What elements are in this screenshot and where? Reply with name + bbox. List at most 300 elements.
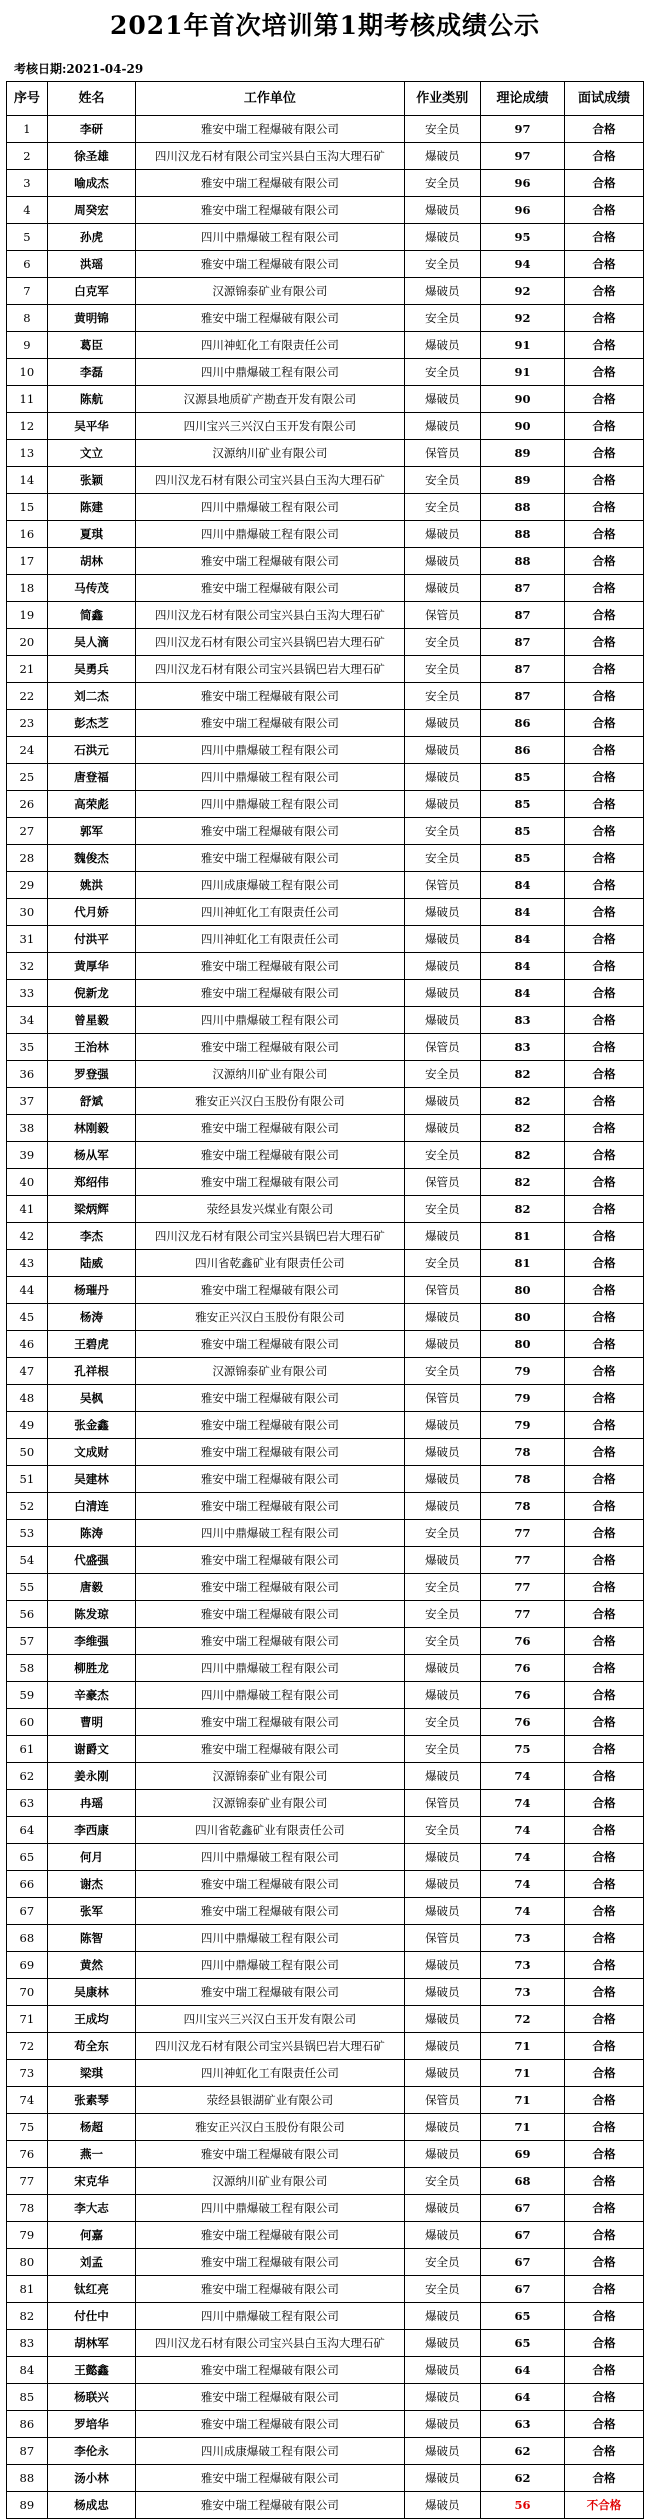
cell-score: 78: [481, 1439, 565, 1466]
cell-job: 安全员: [404, 1142, 481, 1169]
cell-unit: 汉源纳川矿业有限公司: [136, 1061, 404, 1088]
table-row: [7, 440, 644, 467]
cell-seq: 1: [7, 116, 48, 143]
cell-seq: 72: [7, 2033, 48, 2060]
table-row: [7, 2357, 644, 2384]
table-row: [7, 2087, 644, 2114]
cell-job: 爆破员: [404, 521, 481, 548]
table-row: [7, 1061, 644, 1088]
cell-unit: 四川宝兴三兴汉白玉开发有限公司: [136, 2006, 404, 2033]
cell-name: 李西康: [47, 1817, 136, 1844]
cell-name: 彭杰芝: [47, 710, 136, 737]
cell-score: 79: [481, 1385, 565, 1412]
cell-name: 曹明: [47, 1709, 136, 1736]
table-row: [7, 1385, 644, 1412]
table-row: [7, 2465, 644, 2492]
cell-name: 马传茂: [47, 575, 136, 602]
cell-seq: 80: [7, 2249, 48, 2276]
cell-score: 84: [481, 926, 565, 953]
cell-unit: 雅安中瑞工程爆破有限公司: [136, 1736, 404, 1763]
cell-seq: 89: [7, 2492, 48, 2519]
cell-unit: 四川中鼎爆破工程有限公司: [136, 2195, 404, 2222]
cell-interview: 合格: [564, 2249, 643, 2276]
table-row: [7, 791, 644, 818]
cell-interview: 合格: [564, 1088, 643, 1115]
cell-unit: 四川神虹化工有限责任公司: [136, 899, 404, 926]
cell-job: 爆破员: [404, 1304, 481, 1331]
cell-job: 安全员: [404, 683, 481, 710]
cell-seq: 27: [7, 818, 48, 845]
cell-unit: 四川汉龙石材有限公司宝兴县白玉沟大理石矿: [136, 143, 404, 170]
cell-interview: 不合格: [564, 2492, 643, 2519]
cell-seq: 73: [7, 2060, 48, 2087]
cell-interview: 合格: [564, 629, 643, 656]
table-row: [7, 1304, 644, 1331]
cell-job: 安全员: [404, 1628, 481, 1655]
cell-job: 爆破员: [404, 1223, 481, 1250]
cell-interview: 合格: [564, 1169, 643, 1196]
cell-score: 90: [481, 413, 565, 440]
cell-interview: 合格: [564, 1061, 643, 1088]
cell-job: 爆破员: [404, 548, 481, 575]
table-row: [7, 143, 644, 170]
cell-seq: 81: [7, 2276, 48, 2303]
cell-unit: 四川汉龙石材有限公司宝兴县白玉沟大理石矿: [136, 602, 404, 629]
cell-unit: 四川省乾鑫矿业有限责任公司: [136, 1250, 404, 1277]
table-row: [7, 1871, 644, 1898]
cell-score: 68: [481, 2168, 565, 2195]
cell-seq: 20: [7, 629, 48, 656]
cell-unit: 四川中鼎爆破工程有限公司: [136, 521, 404, 548]
cell-name: 梁琪: [47, 2060, 136, 2087]
cell-name: 简鑫: [47, 602, 136, 629]
cell-interview: 合格: [564, 548, 643, 575]
cell-seq: 86: [7, 2411, 48, 2438]
cell-seq: 60: [7, 1709, 48, 1736]
cell-score: 85: [481, 791, 565, 818]
cell-score: 74: [481, 1817, 565, 1844]
cell-name: 魏俊杰: [47, 845, 136, 872]
cell-score: 77: [481, 1574, 565, 1601]
cell-seq: 61: [7, 1736, 48, 1763]
cell-interview: 合格: [564, 1034, 643, 1061]
cell-name: 李杰: [47, 1223, 136, 1250]
cell-score: 74: [481, 1763, 565, 1790]
cell-score: 73: [481, 1952, 565, 1979]
cell-job: 保管员: [404, 602, 481, 629]
cell-score: 86: [481, 710, 565, 737]
cell-name: 辛豪杰: [47, 1682, 136, 1709]
cell-job: 安全员: [404, 251, 481, 278]
cell-interview: 合格: [564, 602, 643, 629]
cell-seq: 39: [7, 1142, 48, 1169]
table-row: [7, 2168, 644, 2195]
cell-job: 爆破员: [404, 1844, 481, 1871]
cell-score: 83: [481, 1007, 565, 1034]
cell-job: 爆破员: [404, 2438, 481, 2465]
cell-score: 78: [481, 1493, 565, 1520]
cell-name: 杨从军: [47, 1142, 136, 1169]
cell-score: 80: [481, 1277, 565, 1304]
cell-seq: 5: [7, 224, 48, 251]
cell-job: 保管员: [404, 2087, 481, 2114]
cell-interview: 合格: [564, 1196, 643, 1223]
cell-score: 64: [481, 2384, 565, 2411]
cell-job: 保管员: [404, 1790, 481, 1817]
cell-unit: 四川神虹化工有限责任公司: [136, 2060, 404, 2087]
table-row: [7, 413, 644, 440]
table-row: [7, 737, 644, 764]
table-row: [7, 332, 644, 359]
cell-job: 爆破员: [404, 2033, 481, 2060]
table-row: [7, 2222, 644, 2249]
cell-unit: 雅安中瑞工程爆破有限公司: [136, 953, 404, 980]
cell-interview: 合格: [564, 1628, 643, 1655]
cell-interview: 合格: [564, 359, 643, 386]
cell-interview: 合格: [564, 2411, 643, 2438]
cell-unit: 雅安中瑞工程爆破有限公司: [136, 1385, 404, 1412]
cell-seq: 57: [7, 1628, 48, 1655]
cell-score: 74: [481, 1871, 565, 1898]
table-row: [7, 818, 644, 845]
cell-unit: 四川中鼎爆破工程有限公司: [136, 1952, 404, 1979]
cell-job: 保管员: [404, 1034, 481, 1061]
cell-score: 77: [481, 1547, 565, 1574]
cell-score: 65: [481, 2330, 565, 2357]
cell-unit: 雅安中瑞工程爆破有限公司: [136, 197, 404, 224]
cell-interview: 合格: [564, 143, 643, 170]
cell-job: 爆破员: [404, 737, 481, 764]
cell-seq: 16: [7, 521, 48, 548]
cell-unit: 雅安中瑞工程爆破有限公司: [136, 1493, 404, 1520]
table-row: [7, 1493, 644, 1520]
cell-seq: 42: [7, 1223, 48, 1250]
cell-seq: 87: [7, 2438, 48, 2465]
cell-name: 王成均: [47, 2006, 136, 2033]
cell-interview: 合格: [564, 2384, 643, 2411]
cell-unit: 雅安中瑞工程爆破有限公司: [136, 1034, 404, 1061]
cell-score: 82: [481, 1061, 565, 1088]
cell-seq: 78: [7, 2195, 48, 2222]
cell-seq: 63: [7, 1790, 48, 1817]
cell-seq: 65: [7, 1844, 48, 1871]
cell-unit: 雅安中瑞工程爆破有限公司: [136, 683, 404, 710]
cell-interview: 合格: [564, 1817, 643, 1844]
cell-score: 74: [481, 1898, 565, 1925]
cell-unit: 汉源县地质矿产勘查开发有限公司: [136, 386, 404, 413]
cell-interview: 合格: [564, 1277, 643, 1304]
cell-job: 爆破员: [404, 2357, 481, 2384]
cell-seq: 82: [7, 2303, 48, 2330]
table-row: [7, 251, 644, 278]
cell-unit: 四川神虹化工有限责任公司: [136, 926, 404, 953]
table-row: [7, 2438, 644, 2465]
cell-unit: 四川中鼎爆破工程有限公司: [136, 764, 404, 791]
cell-score: 71: [481, 2060, 565, 2087]
page-title: 2021年首次培训第1期考核成绩公示: [110, 11, 540, 40]
cell-unit: 雅安中瑞工程爆破有限公司: [136, 980, 404, 1007]
cell-interview: 合格: [564, 980, 643, 1007]
cell-name: 刘孟: [47, 2249, 136, 2276]
cell-seq: 52: [7, 1493, 48, 1520]
cell-interview: 合格: [564, 872, 643, 899]
table-row: [7, 2249, 644, 2276]
cell-interview: 合格: [564, 1358, 643, 1385]
cell-job: 爆破员: [404, 1682, 481, 1709]
cell-interview: 合格: [564, 2276, 643, 2303]
table-row: [7, 1655, 644, 1682]
table-row: [7, 1412, 644, 1439]
cell-seq: 7: [7, 278, 48, 305]
cell-score: 97: [481, 143, 565, 170]
cell-score: 67: [481, 2249, 565, 2276]
cell-unit: 雅安中瑞工程爆破有限公司: [136, 1709, 404, 1736]
cell-interview: 合格: [564, 1898, 643, 1925]
cell-name: 苟全东: [47, 2033, 136, 2060]
table-row: [7, 1250, 644, 1277]
table-row: [7, 2303, 644, 2330]
cell-job: 爆破员: [404, 926, 481, 953]
col-header-unit: 工作单位: [136, 82, 404, 116]
cell-unit: 雅安中瑞工程爆破有限公司: [136, 1466, 404, 1493]
cell-job: 安全员: [404, 1520, 481, 1547]
cell-name: 吴康林: [47, 1979, 136, 2006]
cell-interview: 合格: [564, 710, 643, 737]
cell-job: 爆破员: [404, 710, 481, 737]
table-row: [7, 197, 644, 224]
cell-score: 76: [481, 1628, 565, 1655]
cell-score: 90: [481, 386, 565, 413]
col-header-job: 作业类别: [404, 82, 481, 116]
cell-interview: 合格: [564, 251, 643, 278]
table-row: [7, 1196, 644, 1223]
cell-interview: 合格: [564, 386, 643, 413]
cell-unit: 雅安中瑞工程爆破有限公司: [136, 710, 404, 737]
table-row: [7, 170, 644, 197]
cell-job: 安全员: [404, 494, 481, 521]
cell-job: 爆破员: [404, 1952, 481, 1979]
table-row: [7, 1520, 644, 1547]
cell-score: 82: [481, 1115, 565, 1142]
cell-unit: 雅安中瑞工程爆破有限公司: [136, 1331, 404, 1358]
cell-name: 石洪元: [47, 737, 136, 764]
table-row: [7, 1277, 644, 1304]
cell-job: 爆破员: [404, 764, 481, 791]
cell-name: 陈建: [47, 494, 136, 521]
cell-score: 80: [481, 1304, 565, 1331]
cell-name: 钛红亮: [47, 2276, 136, 2303]
cell-name: 吴平华: [47, 413, 136, 440]
cell-score: 85: [481, 764, 565, 791]
cell-job: 爆破员: [404, 2303, 481, 2330]
cell-interview: 合格: [564, 224, 643, 251]
cell-interview: 合格: [564, 1844, 643, 1871]
cell-interview: 合格: [564, 494, 643, 521]
cell-interview: 合格: [564, 1709, 643, 1736]
table-row: [7, 2060, 644, 2087]
cell-name: 杨联兴: [47, 2384, 136, 2411]
cell-job: 爆破员: [404, 575, 481, 602]
cell-interview: 合格: [564, 1250, 643, 1277]
cell-job: 爆破员: [404, 2060, 481, 2087]
table-row: [7, 224, 644, 251]
cell-score: 56: [481, 2492, 565, 2519]
cell-interview: 合格: [564, 899, 643, 926]
cell-unit: 雅安中瑞工程爆破有限公司: [136, 845, 404, 872]
cell-interview: 合格: [564, 332, 643, 359]
cell-job: 爆破员: [404, 1547, 481, 1574]
cell-interview: 合格: [564, 1979, 643, 2006]
cell-job: 爆破员: [404, 224, 481, 251]
cell-interview: 合格: [564, 1142, 643, 1169]
cell-name: 王治林: [47, 1034, 136, 1061]
cell-score: 83: [481, 1034, 565, 1061]
cell-name: 姚洪: [47, 872, 136, 899]
cell-unit: 汉源纳川矿业有限公司: [136, 2168, 404, 2195]
cell-interview: 合格: [564, 1412, 643, 1439]
table-row: [7, 467, 644, 494]
table-row: [7, 1736, 644, 1763]
table-row: [7, 1628, 644, 1655]
cell-name: 唐毅: [47, 1574, 136, 1601]
table-row: [7, 1574, 644, 1601]
cell-unit: 四川中鼎爆破工程有限公司: [136, 737, 404, 764]
table-row: [7, 2492, 644, 2519]
cell-score: 76: [481, 1709, 565, 1736]
cell-job: 爆破员: [404, 1439, 481, 1466]
cell-score: 63: [481, 2411, 565, 2438]
cell-job: 爆破员: [404, 2492, 481, 2519]
cell-job: 安全员: [404, 1736, 481, 1763]
cell-seq: 77: [7, 2168, 48, 2195]
cell-interview: 合格: [564, 2222, 643, 2249]
cell-unit: 雅安中瑞工程爆破有限公司: [136, 2384, 404, 2411]
cell-seq: 43: [7, 1250, 48, 1277]
cell-score: 91: [481, 332, 565, 359]
cell-job: 安全员: [404, 305, 481, 332]
cell-score: 71: [481, 2114, 565, 2141]
cell-interview: 合格: [564, 278, 643, 305]
cell-job: 保管员: [404, 1169, 481, 1196]
cell-seq: 69: [7, 1952, 48, 1979]
cell-interview: 合格: [564, 1439, 643, 1466]
col-header-score: 理论成绩: [481, 82, 565, 116]
cell-name: 梁炳辉: [47, 1196, 136, 1223]
cell-name: 胡林: [47, 548, 136, 575]
cell-job: 安全员: [404, 629, 481, 656]
table-row: [7, 980, 644, 1007]
cell-name: 夏琪: [47, 521, 136, 548]
cell-job: 爆破员: [404, 143, 481, 170]
cell-unit: 雅安中瑞工程爆破有限公司: [136, 2492, 404, 2519]
cell-job: 爆破员: [404, 197, 481, 224]
cell-name: 徐圣雄: [47, 143, 136, 170]
cell-job: 爆破员: [404, 2411, 481, 2438]
table-row: [7, 2195, 644, 2222]
cell-job: 安全员: [404, 170, 481, 197]
cell-seq: 88: [7, 2465, 48, 2492]
cell-seq: 22: [7, 683, 48, 710]
cell-unit: 雅安中瑞工程爆破有限公司: [136, 2411, 404, 2438]
cell-score: 88: [481, 521, 565, 548]
cell-interview: 合格: [564, 1952, 643, 1979]
cell-interview: 合格: [564, 2033, 643, 2060]
cell-seq: 19: [7, 602, 48, 629]
cell-score: 89: [481, 467, 565, 494]
cell-score: 84: [481, 872, 565, 899]
cell-unit: 四川汉龙石材有限公司宝兴县白玉沟大理石矿: [136, 2330, 404, 2357]
cell-job: 安全员: [404, 1358, 481, 1385]
cell-score: 72: [481, 2006, 565, 2033]
cell-job: 安全员: [404, 2168, 481, 2195]
cell-unit: 四川中鼎爆破工程有限公司: [136, 494, 404, 521]
cell-job: 爆破员: [404, 2465, 481, 2492]
cell-name: 曾星毅: [47, 1007, 136, 1034]
cell-seq: 51: [7, 1466, 48, 1493]
cell-unit: 雅安中瑞工程爆破有限公司: [136, 1547, 404, 1574]
cell-job: 爆破员: [404, 1898, 481, 1925]
cell-unit: 四川中鼎爆破工程有限公司: [136, 1844, 404, 1871]
cell-interview: 合格: [564, 1304, 643, 1331]
cell-job: 保管员: [404, 872, 481, 899]
cell-name: 舒斌: [47, 1088, 136, 1115]
cell-interview: 合格: [564, 1385, 643, 1412]
cell-job: 安全员: [404, 1574, 481, 1601]
table-row: [7, 1007, 644, 1034]
cell-seq: 40: [7, 1169, 48, 1196]
cell-job: 安全员: [404, 845, 481, 872]
cell-score: 80: [481, 1331, 565, 1358]
cell-interview: 合格: [564, 791, 643, 818]
cell-score: 85: [481, 845, 565, 872]
cell-name: 吴建林: [47, 1466, 136, 1493]
cell-name: 白清连: [47, 1493, 136, 1520]
col-header-seq: 序号: [7, 82, 48, 116]
cell-job: 爆破员: [404, 1115, 481, 1142]
cell-seq: 46: [7, 1331, 48, 1358]
cell-name: 代盛强: [47, 1547, 136, 1574]
cell-interview: 合格: [564, 2195, 643, 2222]
cell-unit: 雅安中瑞工程爆破有限公司: [136, 1277, 404, 1304]
cell-interview: 合格: [564, 1925, 643, 1952]
cell-interview: 合格: [564, 2357, 643, 2384]
cell-score: 84: [481, 899, 565, 926]
cell-job: 安全员: [404, 1709, 481, 1736]
table-row: [7, 2330, 644, 2357]
cell-name: 陈智: [47, 1925, 136, 1952]
table-row: [7, 2141, 644, 2168]
cell-name: 胡林军: [47, 2330, 136, 2357]
table-row: [7, 305, 644, 332]
table-row: [7, 116, 644, 143]
cell-name: 张素琴: [47, 2087, 136, 2114]
cell-score: 84: [481, 953, 565, 980]
cell-name: 陆威: [47, 1250, 136, 1277]
cell-job: 安全员: [404, 2276, 481, 2303]
cell-unit: 汉源锦泰矿业有限公司: [136, 1763, 404, 1790]
cell-seq: 18: [7, 575, 48, 602]
cell-name: 文立: [47, 440, 136, 467]
cell-name: 姜永刚: [47, 1763, 136, 1790]
cell-interview: 合格: [564, 440, 643, 467]
cell-score: 65: [481, 2303, 565, 2330]
cell-interview: 合格: [564, 818, 643, 845]
cell-job: 爆破员: [404, 332, 481, 359]
cell-score: 74: [481, 1844, 565, 1871]
table-row: [7, 683, 644, 710]
table-row: [7, 1034, 644, 1061]
cell-unit: 四川中鼎爆破工程有限公司: [136, 359, 404, 386]
